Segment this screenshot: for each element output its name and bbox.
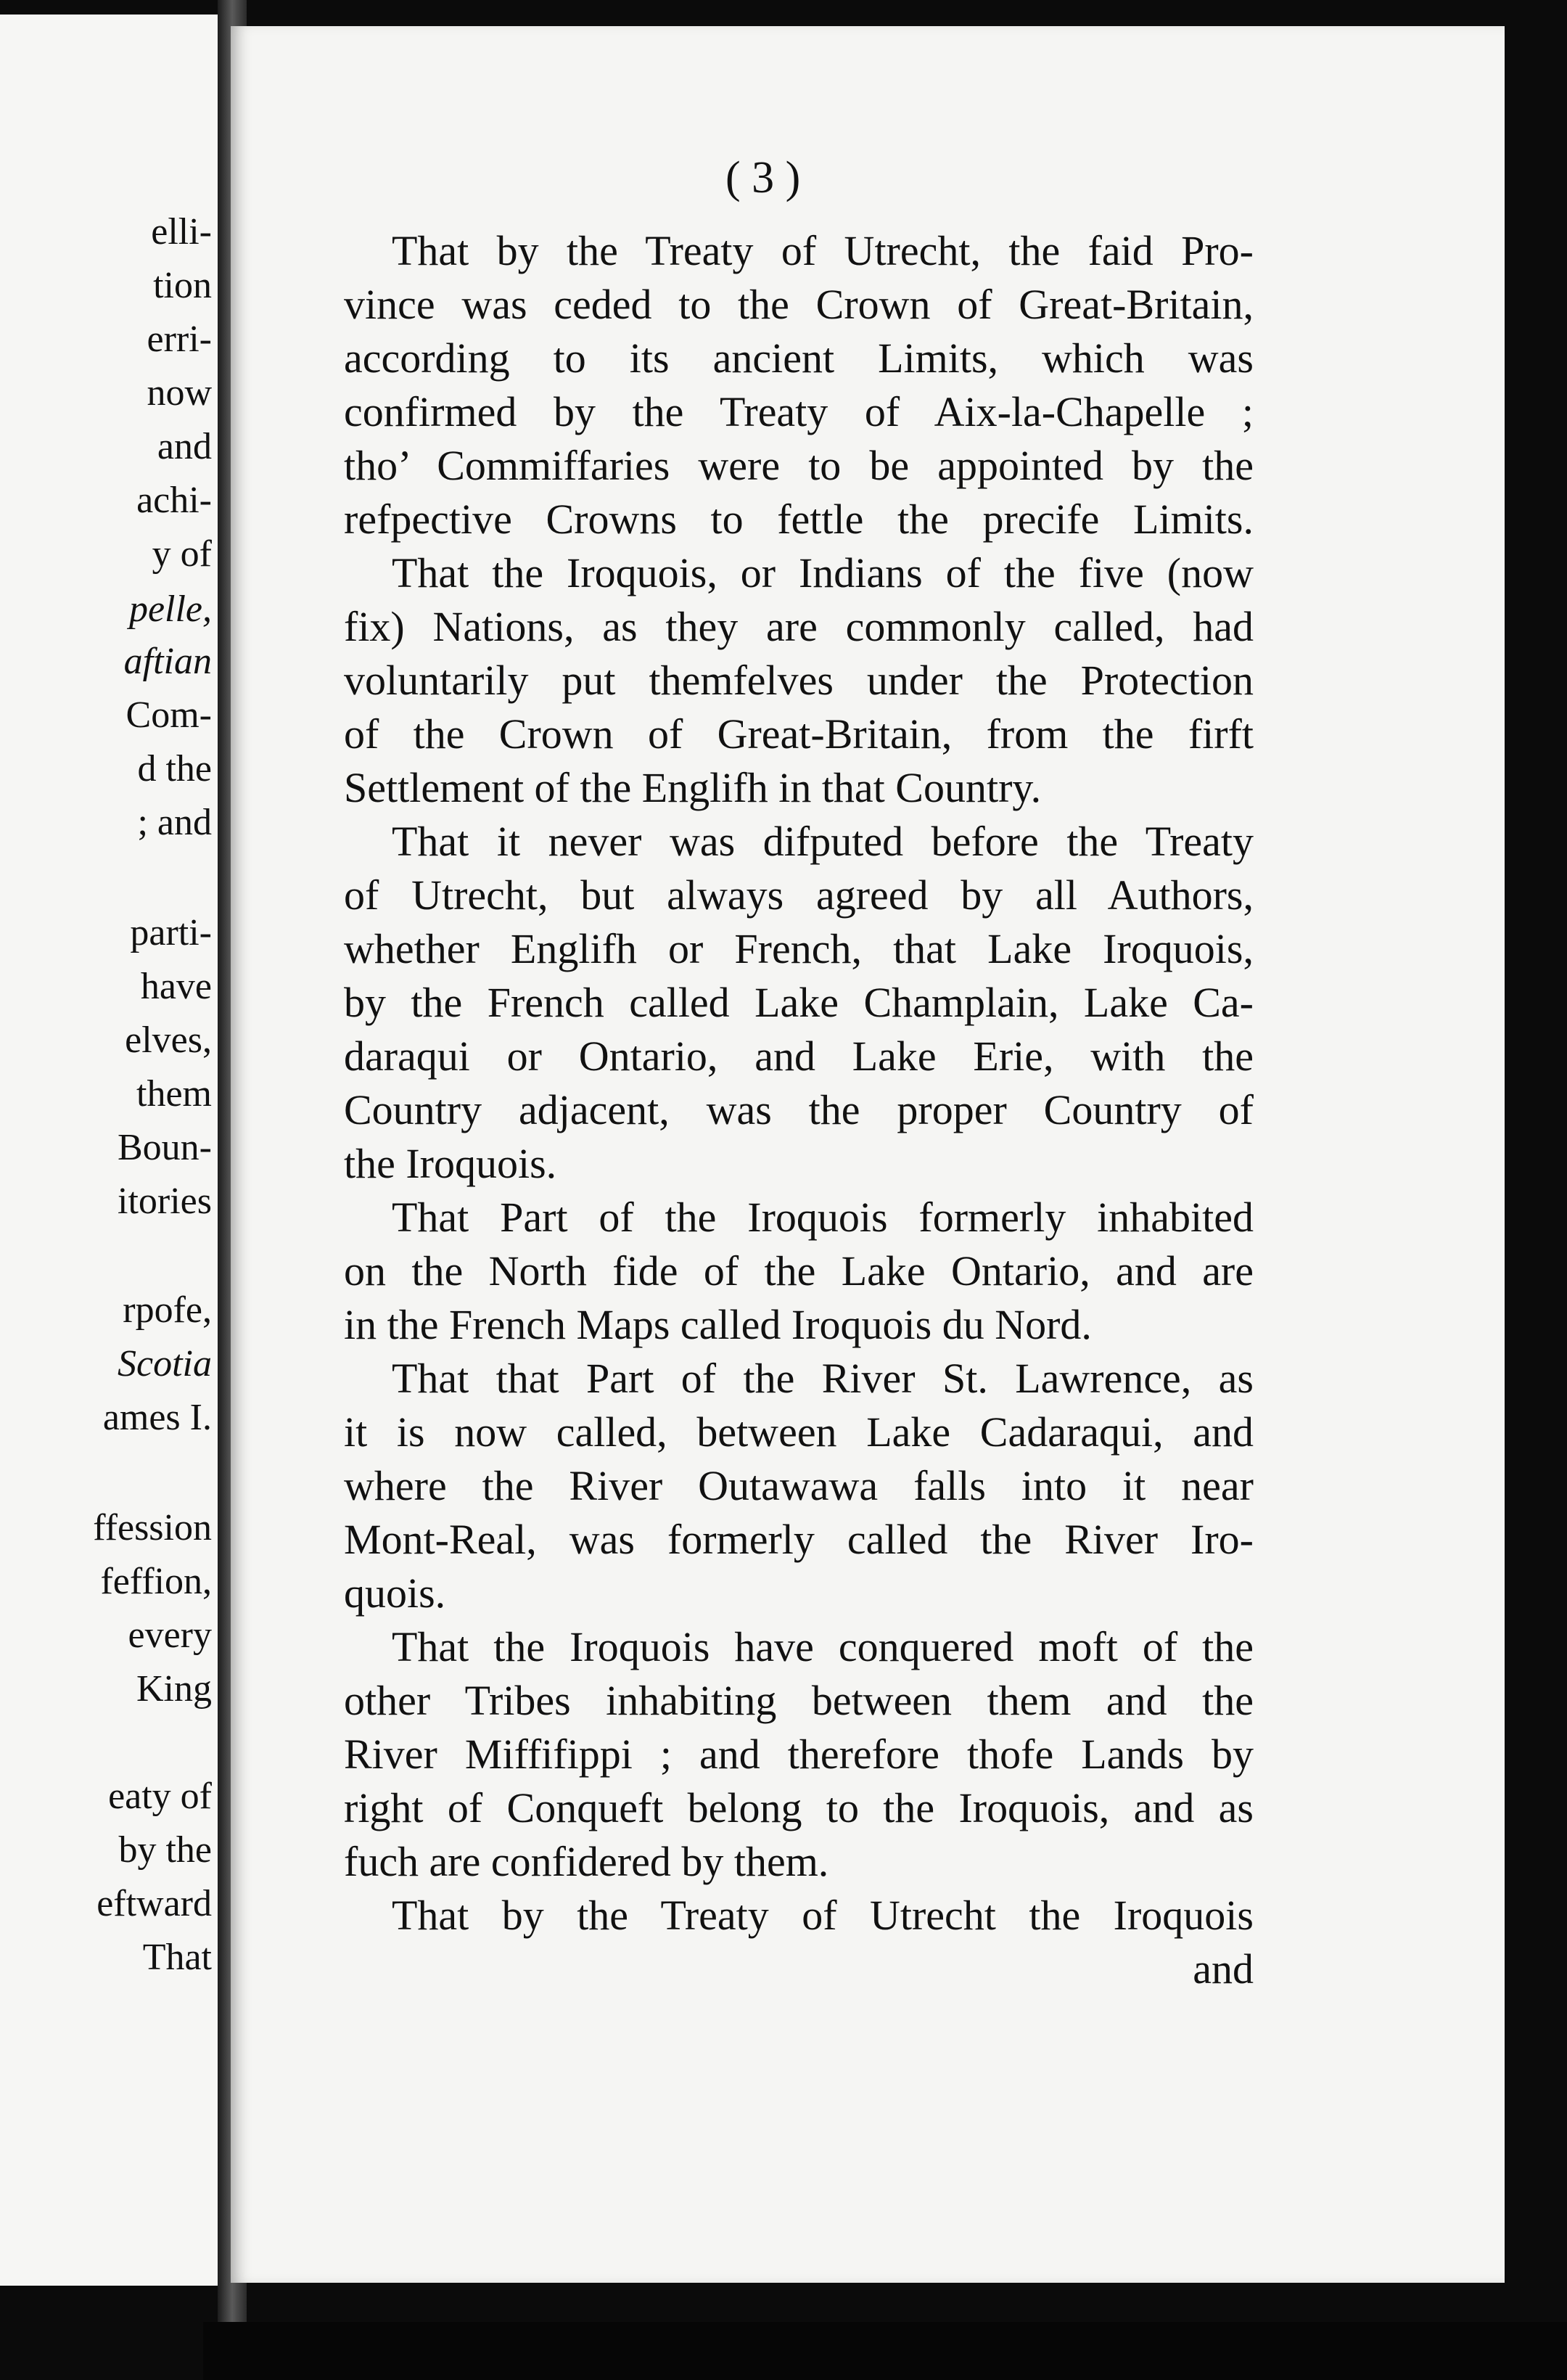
text-line: That it never was difputed before the Treaty	[392, 818, 1254, 865]
facing-page-line: achi-	[136, 480, 212, 521]
facing-page-line: Scotia	[118, 1343, 212, 1384]
facing-page-line: tion	[153, 265, 212, 306]
text-line: other Tribes inhabiting between them and the	[344, 1677, 1254, 1724]
facing-page-line: eaty of	[108, 1776, 212, 1817]
page-bottom-shadow	[203, 2322, 1567, 2380]
text-line: of the Crown of Great-Britain, from the firft	[344, 710, 1254, 758]
facing-page-line: ffession	[93, 1507, 212, 1548]
facing-page-line: That	[142, 1937, 212, 1978]
facing-page-line: elli-	[151, 211, 212, 253]
facing-page-line: parti-	[130, 912, 212, 953]
text-line: right of Conqueft belong to the Iroquois, and as	[344, 1784, 1254, 1831]
facing-page-line: eftward	[96, 1883, 212, 1924]
text-line: the Iroquois.	[344, 1140, 557, 1187]
text-line: on the North fide of the Lake Ontario, and are	[344, 1247, 1254, 1294]
text-line: according to its ancient Limits, which was	[344, 335, 1254, 382]
facing-page-line: by the	[118, 1829, 212, 1871]
facing-page-line: feffion,	[100, 1561, 212, 1602]
text-line: voluntarily put themfelves under the Protection	[344, 657, 1254, 704]
text-line: where the River Outawawa falls into it near	[344, 1462, 1254, 1509]
facing-page-line: erri-	[147, 319, 212, 360]
facing-page-line: every	[128, 1614, 212, 1656]
text-line: That by the Treaty of Utrecht, the faid Pro-	[392, 227, 1254, 274]
text-line: whether Englifh or French, that Lake Iroquois,	[344, 925, 1254, 972]
facing-page-line: d the	[137, 748, 212, 789]
facing-page-line: ; and	[137, 802, 212, 843]
facing-page-line: Boun-	[118, 1127, 212, 1168]
text-line: fuch are confidered by them.	[344, 1838, 829, 1885]
text-line: That the Iroquois have conquered moft of the	[392, 1623, 1254, 1670]
facing-page-line: aftian	[123, 641, 212, 682]
text-line: in the French Maps called Iroquois du Nord.	[344, 1301, 1092, 1348]
facing-page-line: have	[140, 966, 212, 1007]
text-line: That the Iroquois, or Indians of the five (now	[392, 549, 1254, 596]
facing-page-line: y of	[152, 533, 212, 575]
facing-page-line: itories	[118, 1181, 212, 1222]
facing-page-line: them	[136, 1073, 212, 1115]
text-line: That Part of the Iroquois formerly inhabited	[392, 1194, 1254, 1241]
facing-page-line: ames I.	[102, 1397, 212, 1438]
text-line: of Utrecht, but always agreed by all Authors,	[344, 871, 1254, 919]
text-line: River Miffifippi ; and therefore thofe Lands by	[344, 1731, 1254, 1778]
text-line: it is now called, between Lake Cadaraqui, and	[344, 1408, 1254, 1456]
facing-page-line: Com-	[126, 694, 212, 736]
text-line: Mont-Real, was formerly called the River Iro-	[344, 1516, 1254, 1563]
facing-page-line: now	[147, 372, 212, 414]
text-line: refpective Crowns to fettle the precife Limits.	[344, 496, 1254, 543]
facing-page-line: elves,	[125, 1019, 212, 1061]
text-line: That that Part of the River St. Lawrence, as	[392, 1355, 1254, 1402]
facing-page-line: and	[157, 426, 212, 467]
text-line: by the French called Lake Champlain, Lake Ca-	[344, 979, 1254, 1026]
text-line: confirmed by the Treaty of Aix-la-Chapelle ;	[344, 388, 1254, 435]
facing-page-fragment	[0, 15, 222, 2286]
text-line: Country adjacent, was the proper Country of	[344, 1086, 1254, 1133]
text-line: That by the Treaty of Utrecht the Iroquois	[392, 1892, 1254, 1939]
page-number: ( 3 )	[725, 153, 801, 202]
facing-page-line: King	[136, 1668, 212, 1710]
text-line: vince was ceded to the Crown of Great-Britain,	[344, 281, 1254, 328]
catchword: and	[1193, 1945, 1254, 1993]
facing-page-line: pelle,	[128, 588, 212, 630]
text-line: Settlement of the Englifh in that Country.	[344, 764, 1042, 811]
text-line: tho’ Commiffaries were to be appointed by the	[344, 442, 1254, 489]
text-line: daraqui or Ontario, and Lake Erie, with the	[344, 1033, 1254, 1080]
text-line: quois.	[344, 1569, 446, 1617]
text-line: fix) Nations, as they are commonly called, had	[344, 603, 1254, 650]
facing-page-line: rpofe,	[123, 1289, 212, 1331]
